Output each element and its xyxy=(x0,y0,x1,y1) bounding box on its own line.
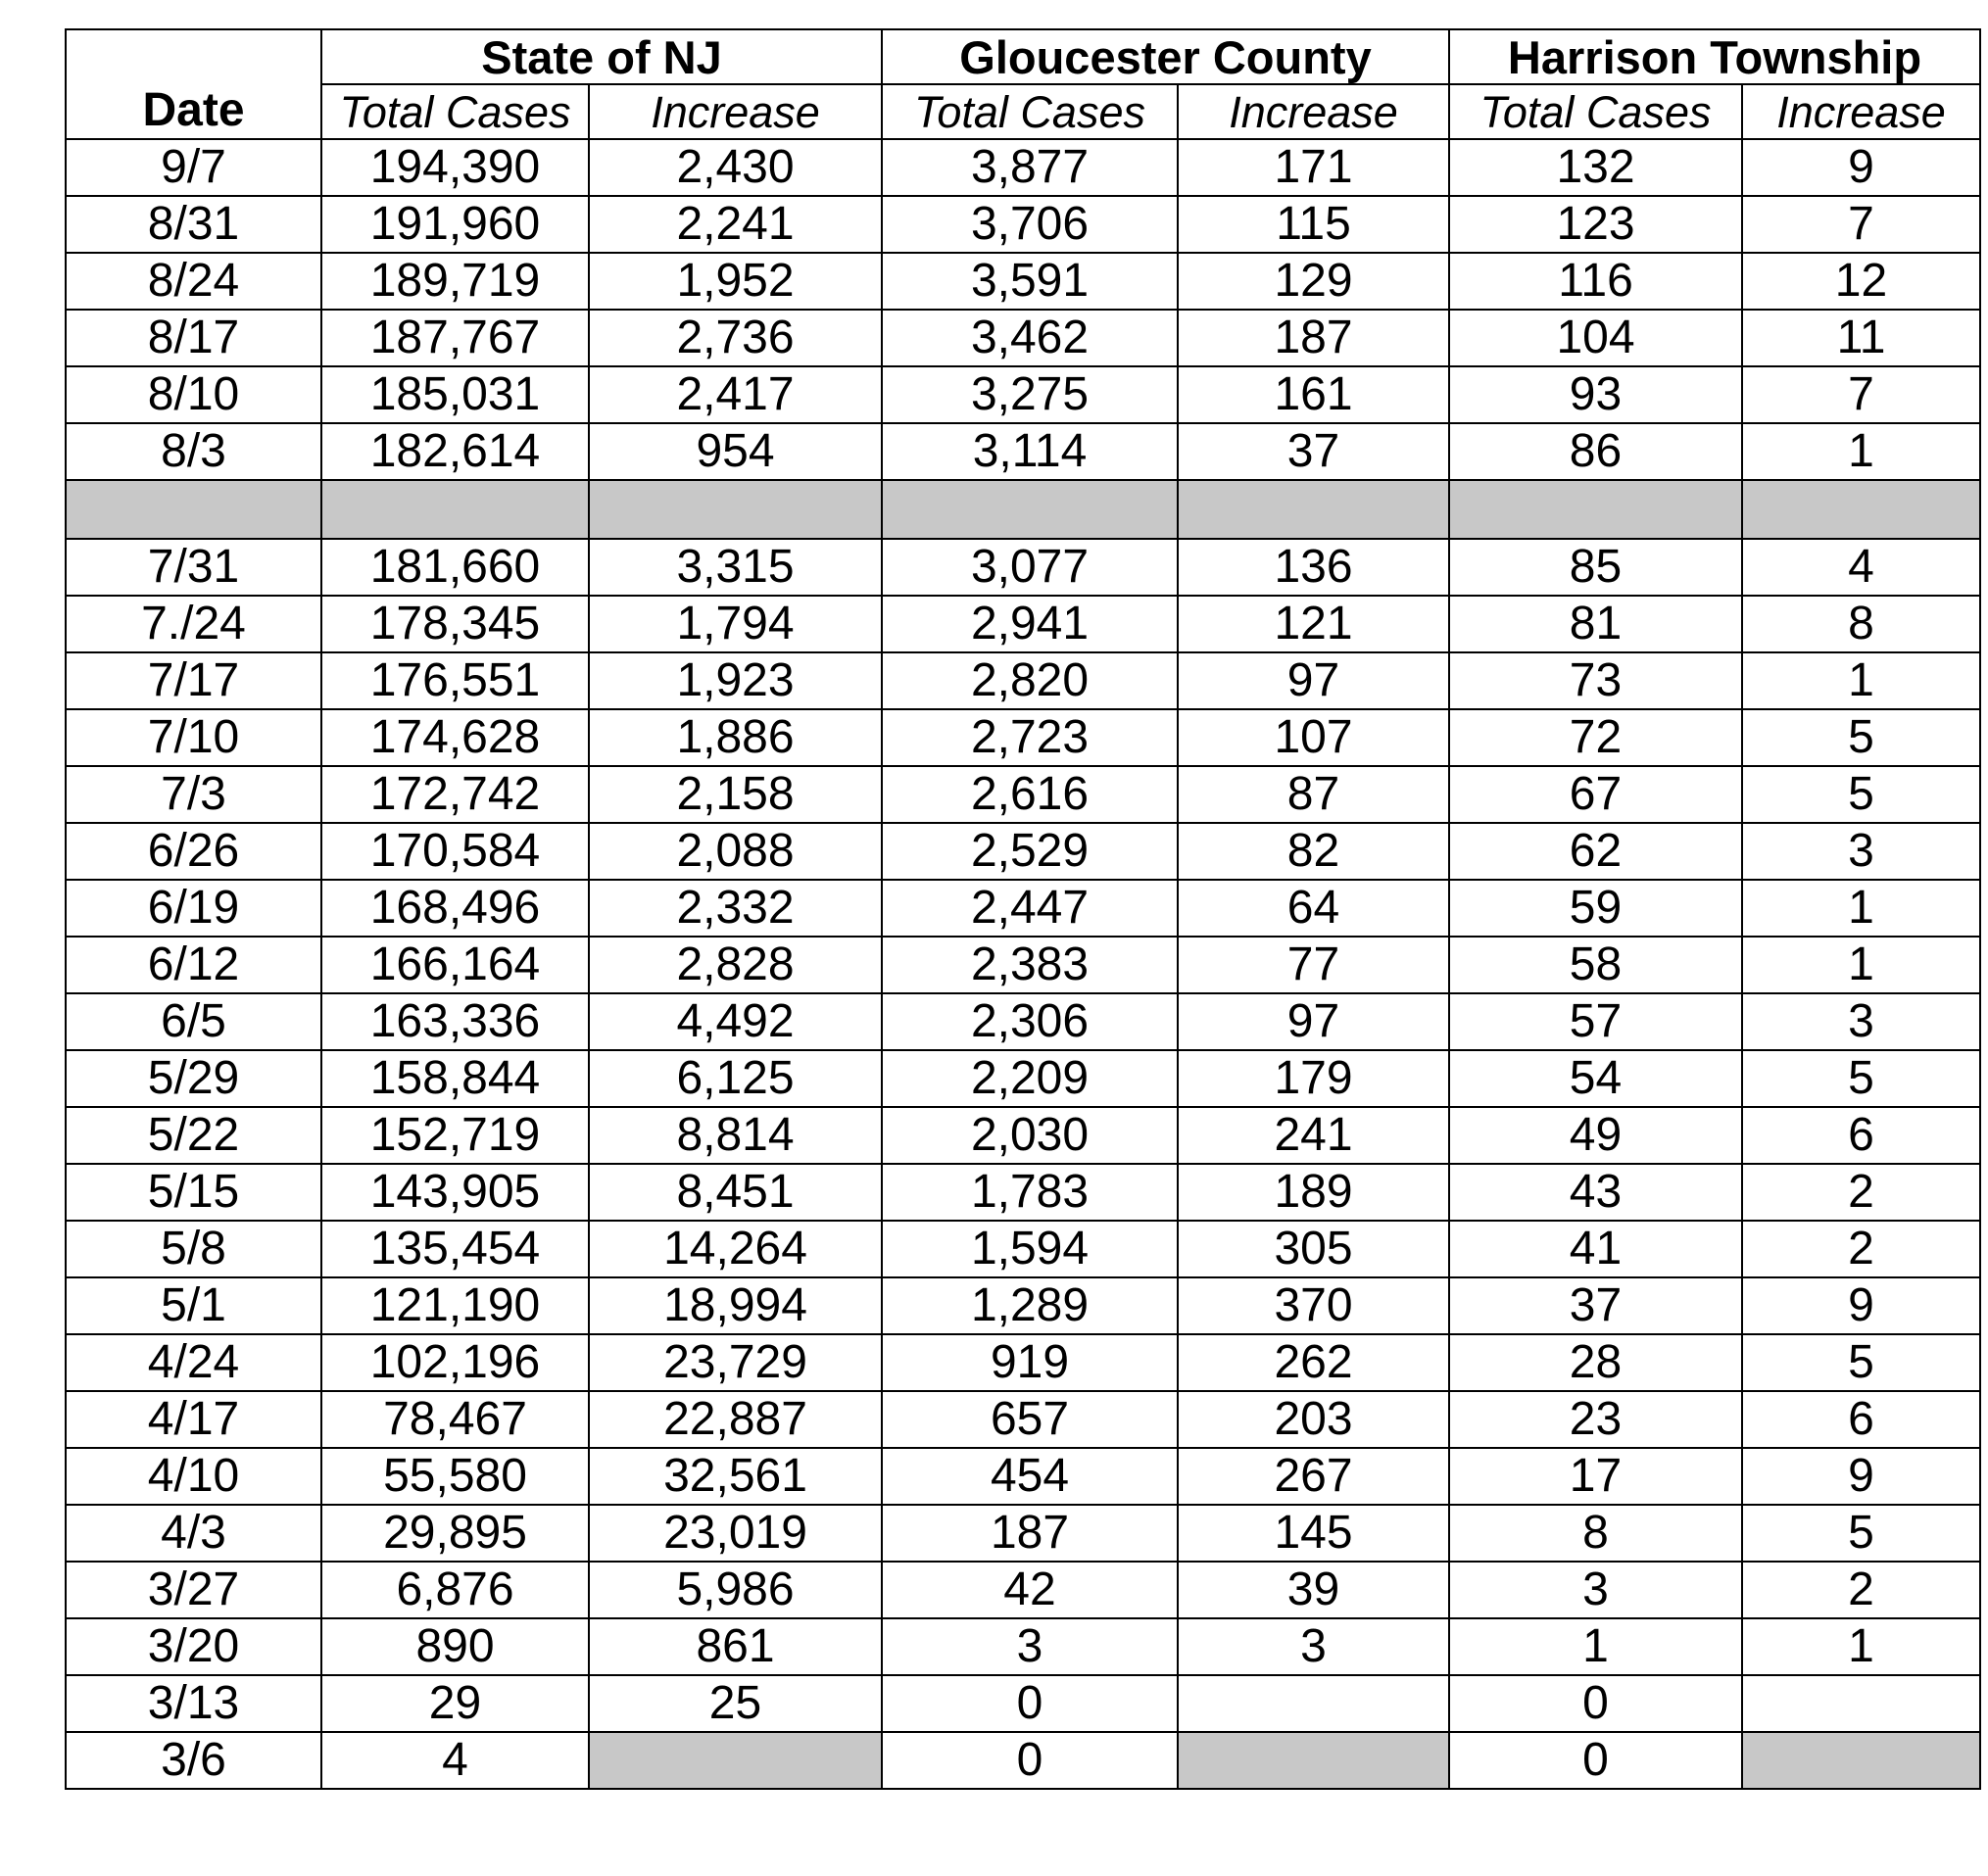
county-total-cell: 1,289 xyxy=(882,1277,1178,1334)
table-row xyxy=(66,1107,1980,1164)
state-increase-cell: 14,264 xyxy=(589,1221,882,1277)
separator-cell xyxy=(1449,480,1742,539)
county-increase-cell: 187 xyxy=(1178,310,1449,366)
county-total-cell: 42 xyxy=(882,1562,1178,1618)
table-row xyxy=(66,139,1980,196)
date-cell: 7/10 xyxy=(66,709,321,766)
date-cell: 8/31 xyxy=(66,196,321,253)
state-increase-cell: 954 xyxy=(589,423,882,480)
state-increase-cell: 1,886 xyxy=(589,709,882,766)
date-cell: 4/3 xyxy=(66,1505,321,1562)
township-total-cell: 1 xyxy=(1449,1618,1742,1675)
separator-cell xyxy=(1178,480,1449,539)
township-total-cell: 43 xyxy=(1449,1164,1742,1221)
separator-row xyxy=(66,480,1980,539)
county-increase-cell: 171 xyxy=(1178,139,1449,196)
county-increase-cell xyxy=(1178,1732,1449,1789)
table-row xyxy=(66,652,1980,709)
township-total-cell: 104 xyxy=(1449,310,1742,366)
township-increase-cell: 5 xyxy=(1742,766,1980,823)
state-total-cell: 185,031 xyxy=(321,366,589,423)
table-row xyxy=(66,196,1980,253)
county-increase-cell: 97 xyxy=(1178,993,1449,1050)
state-increase-cell: 25 xyxy=(589,1675,882,1732)
county-total-cell: 2,383 xyxy=(882,937,1178,993)
state-total-cell: 4 xyxy=(321,1732,589,1789)
state-increase-cell: 8,814 xyxy=(589,1107,882,1164)
state-increase-cell: 2,158 xyxy=(589,766,882,823)
township-total-cell: 116 xyxy=(1449,253,1742,310)
county-increase-cell: 241 xyxy=(1178,1107,1449,1164)
township-total-cell: 62 xyxy=(1449,823,1742,880)
township-total-cell: 8 xyxy=(1449,1505,1742,1562)
state-increase-cell: 861 xyxy=(589,1618,882,1675)
township-total-cell: 41 xyxy=(1449,1221,1742,1277)
county-total-cell: 657 xyxy=(882,1391,1178,1448)
state-increase-cell: 1,923 xyxy=(589,652,882,709)
township-total-cell: 49 xyxy=(1449,1107,1742,1164)
date-cell: 6/19 xyxy=(66,880,321,937)
state-increase-cell: 23,729 xyxy=(589,1334,882,1391)
date-cell: 8/10 xyxy=(66,366,321,423)
date-cell: 3/13 xyxy=(66,1675,321,1732)
date-cell: 7/3 xyxy=(66,766,321,823)
date-cell: 6/5 xyxy=(66,993,321,1050)
table-row xyxy=(66,1221,1980,1277)
county-total-cell: 2,306 xyxy=(882,993,1178,1050)
state-increase-cell: 1,952 xyxy=(589,253,882,310)
township-total-cell: 0 xyxy=(1449,1732,1742,1789)
township-increase-cell: 1 xyxy=(1742,423,1980,480)
covid-cases-table xyxy=(65,28,1981,1790)
group-header-county: Gloucester County xyxy=(882,29,1449,84)
header-row-subcolumns xyxy=(66,84,1980,139)
township-increase-cell: 2 xyxy=(1742,1562,1980,1618)
table-row xyxy=(66,310,1980,366)
state-increase-cell: 2,241 xyxy=(589,196,882,253)
state-increase-cell: 2,332 xyxy=(589,880,882,937)
township-increase-cell: 4 xyxy=(1742,539,1980,596)
state-increase-cell: 5,986 xyxy=(589,1562,882,1618)
township-increase-cell: 5 xyxy=(1742,1050,1980,1107)
county-increase-cell: 179 xyxy=(1178,1050,1449,1107)
state-total-cell: 29 xyxy=(321,1675,589,1732)
date-header: Date xyxy=(66,29,321,139)
state-total-cell: 152,719 xyxy=(321,1107,589,1164)
table-row xyxy=(66,366,1980,423)
county-increase-cell: 39 xyxy=(1178,1562,1449,1618)
county-increase-cell: 136 xyxy=(1178,539,1449,596)
county-increase-cell: 87 xyxy=(1178,766,1449,823)
state-total-cell: 189,719 xyxy=(321,253,589,310)
state-total-cell: 890 xyxy=(321,1618,589,1675)
county-total-cell: 3,462 xyxy=(882,310,1178,366)
township-increase-cell: 8 xyxy=(1742,596,1980,652)
state-increase-header: Increase xyxy=(589,84,882,139)
state-increase-cell: 23,019 xyxy=(589,1505,882,1562)
county-total-cell: 1,594 xyxy=(882,1221,1178,1277)
township-increase-cell: 1 xyxy=(1742,652,1980,709)
township-increase-cell: 11 xyxy=(1742,310,1980,366)
date-cell: 7./24 xyxy=(66,596,321,652)
date-cell: 5/29 xyxy=(66,1050,321,1107)
county-increase-cell: 189 xyxy=(1178,1164,1449,1221)
table-row xyxy=(66,1732,1980,1789)
county-increase-cell: 82 xyxy=(1178,823,1449,880)
state-increase-cell: 2,417 xyxy=(589,366,882,423)
date-cell: 5/1 xyxy=(66,1277,321,1334)
township-increase-cell xyxy=(1742,1732,1980,1789)
township-total-cell: 17 xyxy=(1449,1448,1742,1505)
table-row xyxy=(66,993,1980,1050)
state-total-cell: 172,742 xyxy=(321,766,589,823)
state-total-cell: 121,190 xyxy=(321,1277,589,1334)
state-total-cell: 194,390 xyxy=(321,139,589,196)
county-increase-cell: 370 xyxy=(1178,1277,1449,1334)
township-total-cell: 93 xyxy=(1449,366,1742,423)
state-total-cell: 158,844 xyxy=(321,1050,589,1107)
township-total-cell: 58 xyxy=(1449,937,1742,993)
township-total-cell: 86 xyxy=(1449,423,1742,480)
table-row xyxy=(66,1562,1980,1618)
township-increase-cell xyxy=(1742,1675,1980,1732)
table-row xyxy=(66,423,1980,480)
township-increase-cell: 9 xyxy=(1742,139,1980,196)
township-total-cell: 67 xyxy=(1449,766,1742,823)
township-increase-cell: 1 xyxy=(1742,880,1980,937)
county-increase-cell: 97 xyxy=(1178,652,1449,709)
state-total-cell: 187,767 xyxy=(321,310,589,366)
county-total-cell: 3 xyxy=(882,1618,1178,1675)
county-increase-cell: 37 xyxy=(1178,423,1449,480)
table-row xyxy=(66,709,1980,766)
date-cell: 4/24 xyxy=(66,1334,321,1391)
county-total-cell: 2,030 xyxy=(882,1107,1178,1164)
table-row xyxy=(66,1277,1980,1334)
table-row xyxy=(66,1334,1980,1391)
state-total-cell: 6,876 xyxy=(321,1562,589,1618)
county-increase-cell: 145 xyxy=(1178,1505,1449,1562)
county-total-cell: 2,723 xyxy=(882,709,1178,766)
state-total-cell: 163,336 xyxy=(321,993,589,1050)
county-total-cell: 2,820 xyxy=(882,652,1178,709)
township-total-cell: 0 xyxy=(1449,1675,1742,1732)
state-increase-cell: 6,125 xyxy=(589,1050,882,1107)
date-cell: 4/17 xyxy=(66,1391,321,1448)
state-total-cell: 166,164 xyxy=(321,937,589,993)
separator-cell xyxy=(1742,480,1980,539)
county-increase-cell: 107 xyxy=(1178,709,1449,766)
county-increase-cell: 129 xyxy=(1178,253,1449,310)
table-row xyxy=(66,596,1980,652)
county-total-cell: 3,706 xyxy=(882,196,1178,253)
township-increase-cell: 6 xyxy=(1742,1391,1980,1448)
township-increase-cell: 6 xyxy=(1742,1107,1980,1164)
state-total-cell: 102,196 xyxy=(321,1334,589,1391)
county-total-cell: 0 xyxy=(882,1732,1178,1789)
county-total-cell: 3,591 xyxy=(882,253,1178,310)
county-increase-cell: 267 xyxy=(1178,1448,1449,1505)
state-total-cell: 135,454 xyxy=(321,1221,589,1277)
state-increase-cell: 4,492 xyxy=(589,993,882,1050)
county-total-cell: 2,529 xyxy=(882,823,1178,880)
county-increase-cell: 121 xyxy=(1178,596,1449,652)
county-increase-cell: 203 xyxy=(1178,1391,1449,1448)
township-increase-cell: 9 xyxy=(1742,1277,1980,1334)
township-total-cell: 59 xyxy=(1449,880,1742,937)
date-cell: 5/8 xyxy=(66,1221,321,1277)
state-increase-cell: 2,430 xyxy=(589,139,882,196)
separator-cell xyxy=(882,480,1178,539)
table-row xyxy=(66,1448,1980,1505)
county-total-header: Total Cases xyxy=(882,84,1178,139)
county-total-cell: 3,275 xyxy=(882,366,1178,423)
date-cell: 8/3 xyxy=(66,423,321,480)
state-increase-cell: 8,451 xyxy=(589,1164,882,1221)
separator-cell xyxy=(66,480,321,539)
county-total-cell: 3,114 xyxy=(882,423,1178,480)
table-row xyxy=(66,1505,1980,1562)
separator-cell xyxy=(589,480,882,539)
county-increase-cell: 115 xyxy=(1178,196,1449,253)
state-increase-cell: 1,794 xyxy=(589,596,882,652)
state-increase-cell: 2,736 xyxy=(589,310,882,366)
date-cell: 7/17 xyxy=(66,652,321,709)
state-increase-cell: 3,315 xyxy=(589,539,882,596)
state-total-cell: 174,628 xyxy=(321,709,589,766)
separator-cell xyxy=(321,480,589,539)
county-increase-cell: 161 xyxy=(1178,366,1449,423)
state-total-cell: 55,580 xyxy=(321,1448,589,1505)
township-increase-cell: 1 xyxy=(1742,937,1980,993)
county-total-cell: 3,077 xyxy=(882,539,1178,596)
date-cell: 9/7 xyxy=(66,139,321,196)
township-total-cell: 23 xyxy=(1449,1391,1742,1448)
state-total-cell: 168,496 xyxy=(321,880,589,937)
township-increase-cell: 9 xyxy=(1742,1448,1980,1505)
date-cell: 5/22 xyxy=(66,1107,321,1164)
township-total-cell: 54 xyxy=(1449,1050,1742,1107)
date-cell: 8/24 xyxy=(66,253,321,310)
county-total-cell: 187 xyxy=(882,1505,1178,1562)
township-increase-cell: 12 xyxy=(1742,253,1980,310)
county-increase-cell: 77 xyxy=(1178,937,1449,993)
township-increase-cell: 7 xyxy=(1742,366,1980,423)
township-total-cell: 3 xyxy=(1449,1562,1742,1618)
date-cell: 6/26 xyxy=(66,823,321,880)
county-increase-cell: 305 xyxy=(1178,1221,1449,1277)
table-row xyxy=(66,539,1980,596)
state-total-cell: 29,895 xyxy=(321,1505,589,1562)
date-cell: 3/20 xyxy=(66,1618,321,1675)
table-row xyxy=(66,937,1980,993)
county-increase-header: Increase xyxy=(1178,84,1449,139)
date-cell: 5/15 xyxy=(66,1164,321,1221)
state-increase-cell: 32,561 xyxy=(589,1448,882,1505)
table-row xyxy=(66,253,1980,310)
county-total-cell: 2,447 xyxy=(882,880,1178,937)
county-total-cell: 2,941 xyxy=(882,596,1178,652)
county-total-cell: 2,616 xyxy=(882,766,1178,823)
state-total-cell: 181,660 xyxy=(321,539,589,596)
township-increase-cell: 1 xyxy=(1742,1618,1980,1675)
group-header-township: Harrison Township xyxy=(1449,29,1980,84)
township-total-cell: 81 xyxy=(1449,596,1742,652)
table-row xyxy=(66,766,1980,823)
township-total-header: Total Cases xyxy=(1449,84,1742,139)
township-increase-cell: 5 xyxy=(1742,1505,1980,1562)
township-increase-cell: 7 xyxy=(1742,196,1980,253)
state-total-cell: 78,467 xyxy=(321,1391,589,1448)
township-increase-cell: 2 xyxy=(1742,1164,1980,1221)
county-total-cell: 919 xyxy=(882,1334,1178,1391)
county-increase-cell xyxy=(1178,1675,1449,1732)
township-total-cell: 28 xyxy=(1449,1334,1742,1391)
township-increase-cell: 2 xyxy=(1742,1221,1980,1277)
state-increase-cell: 18,994 xyxy=(589,1277,882,1334)
township-total-cell: 72 xyxy=(1449,709,1742,766)
township-total-cell: 57 xyxy=(1449,993,1742,1050)
date-cell: 4/10 xyxy=(66,1448,321,1505)
date-cell: 3/27 xyxy=(66,1562,321,1618)
county-increase-cell: 262 xyxy=(1178,1334,1449,1391)
state-total-cell: 176,551 xyxy=(321,652,589,709)
state-increase-cell: 2,828 xyxy=(589,937,882,993)
township-total-cell: 73 xyxy=(1449,652,1742,709)
state-increase-cell xyxy=(589,1732,882,1789)
table-row xyxy=(66,1050,1980,1107)
township-increase-cell: 5 xyxy=(1742,709,1980,766)
township-total-cell: 132 xyxy=(1449,139,1742,196)
state-total-cell: 178,345 xyxy=(321,596,589,652)
table-row xyxy=(66,1675,1980,1732)
date-cell: 7/31 xyxy=(66,539,321,596)
date-cell: 8/17 xyxy=(66,310,321,366)
table-row xyxy=(66,880,1980,937)
state-increase-cell: 2,088 xyxy=(589,823,882,880)
state-total-header: Total Cases xyxy=(321,84,589,139)
township-total-cell: 123 xyxy=(1449,196,1742,253)
county-total-cell: 3,877 xyxy=(882,139,1178,196)
township-increase-header: Increase xyxy=(1742,84,1980,139)
table-row xyxy=(66,1164,1980,1221)
table-row xyxy=(66,1391,1980,1448)
township-increase-cell: 3 xyxy=(1742,823,1980,880)
state-total-cell: 143,905 xyxy=(321,1164,589,1221)
state-increase-cell: 22,887 xyxy=(589,1391,882,1448)
county-total-cell: 1,783 xyxy=(882,1164,1178,1221)
county-total-cell: 2,209 xyxy=(882,1050,1178,1107)
state-total-cell: 191,960 xyxy=(321,196,589,253)
township-total-cell: 37 xyxy=(1449,1277,1742,1334)
state-total-cell: 182,614 xyxy=(321,423,589,480)
header-row-groups xyxy=(66,29,1980,84)
table-row xyxy=(66,823,1980,880)
state-total-cell: 170,584 xyxy=(321,823,589,880)
table-row xyxy=(66,1618,1980,1675)
township-total-cell: 85 xyxy=(1449,539,1742,596)
group-header-state: State of NJ xyxy=(321,29,882,84)
township-increase-cell: 3 xyxy=(1742,993,1980,1050)
county-total-cell: 454 xyxy=(882,1448,1178,1505)
county-increase-cell: 64 xyxy=(1178,880,1449,937)
county-increase-cell: 3 xyxy=(1178,1618,1449,1675)
date-cell: 3/6 xyxy=(66,1732,321,1789)
county-total-cell: 0 xyxy=(882,1675,1178,1732)
township-increase-cell: 5 xyxy=(1742,1334,1980,1391)
date-cell: 6/12 xyxy=(66,937,321,993)
